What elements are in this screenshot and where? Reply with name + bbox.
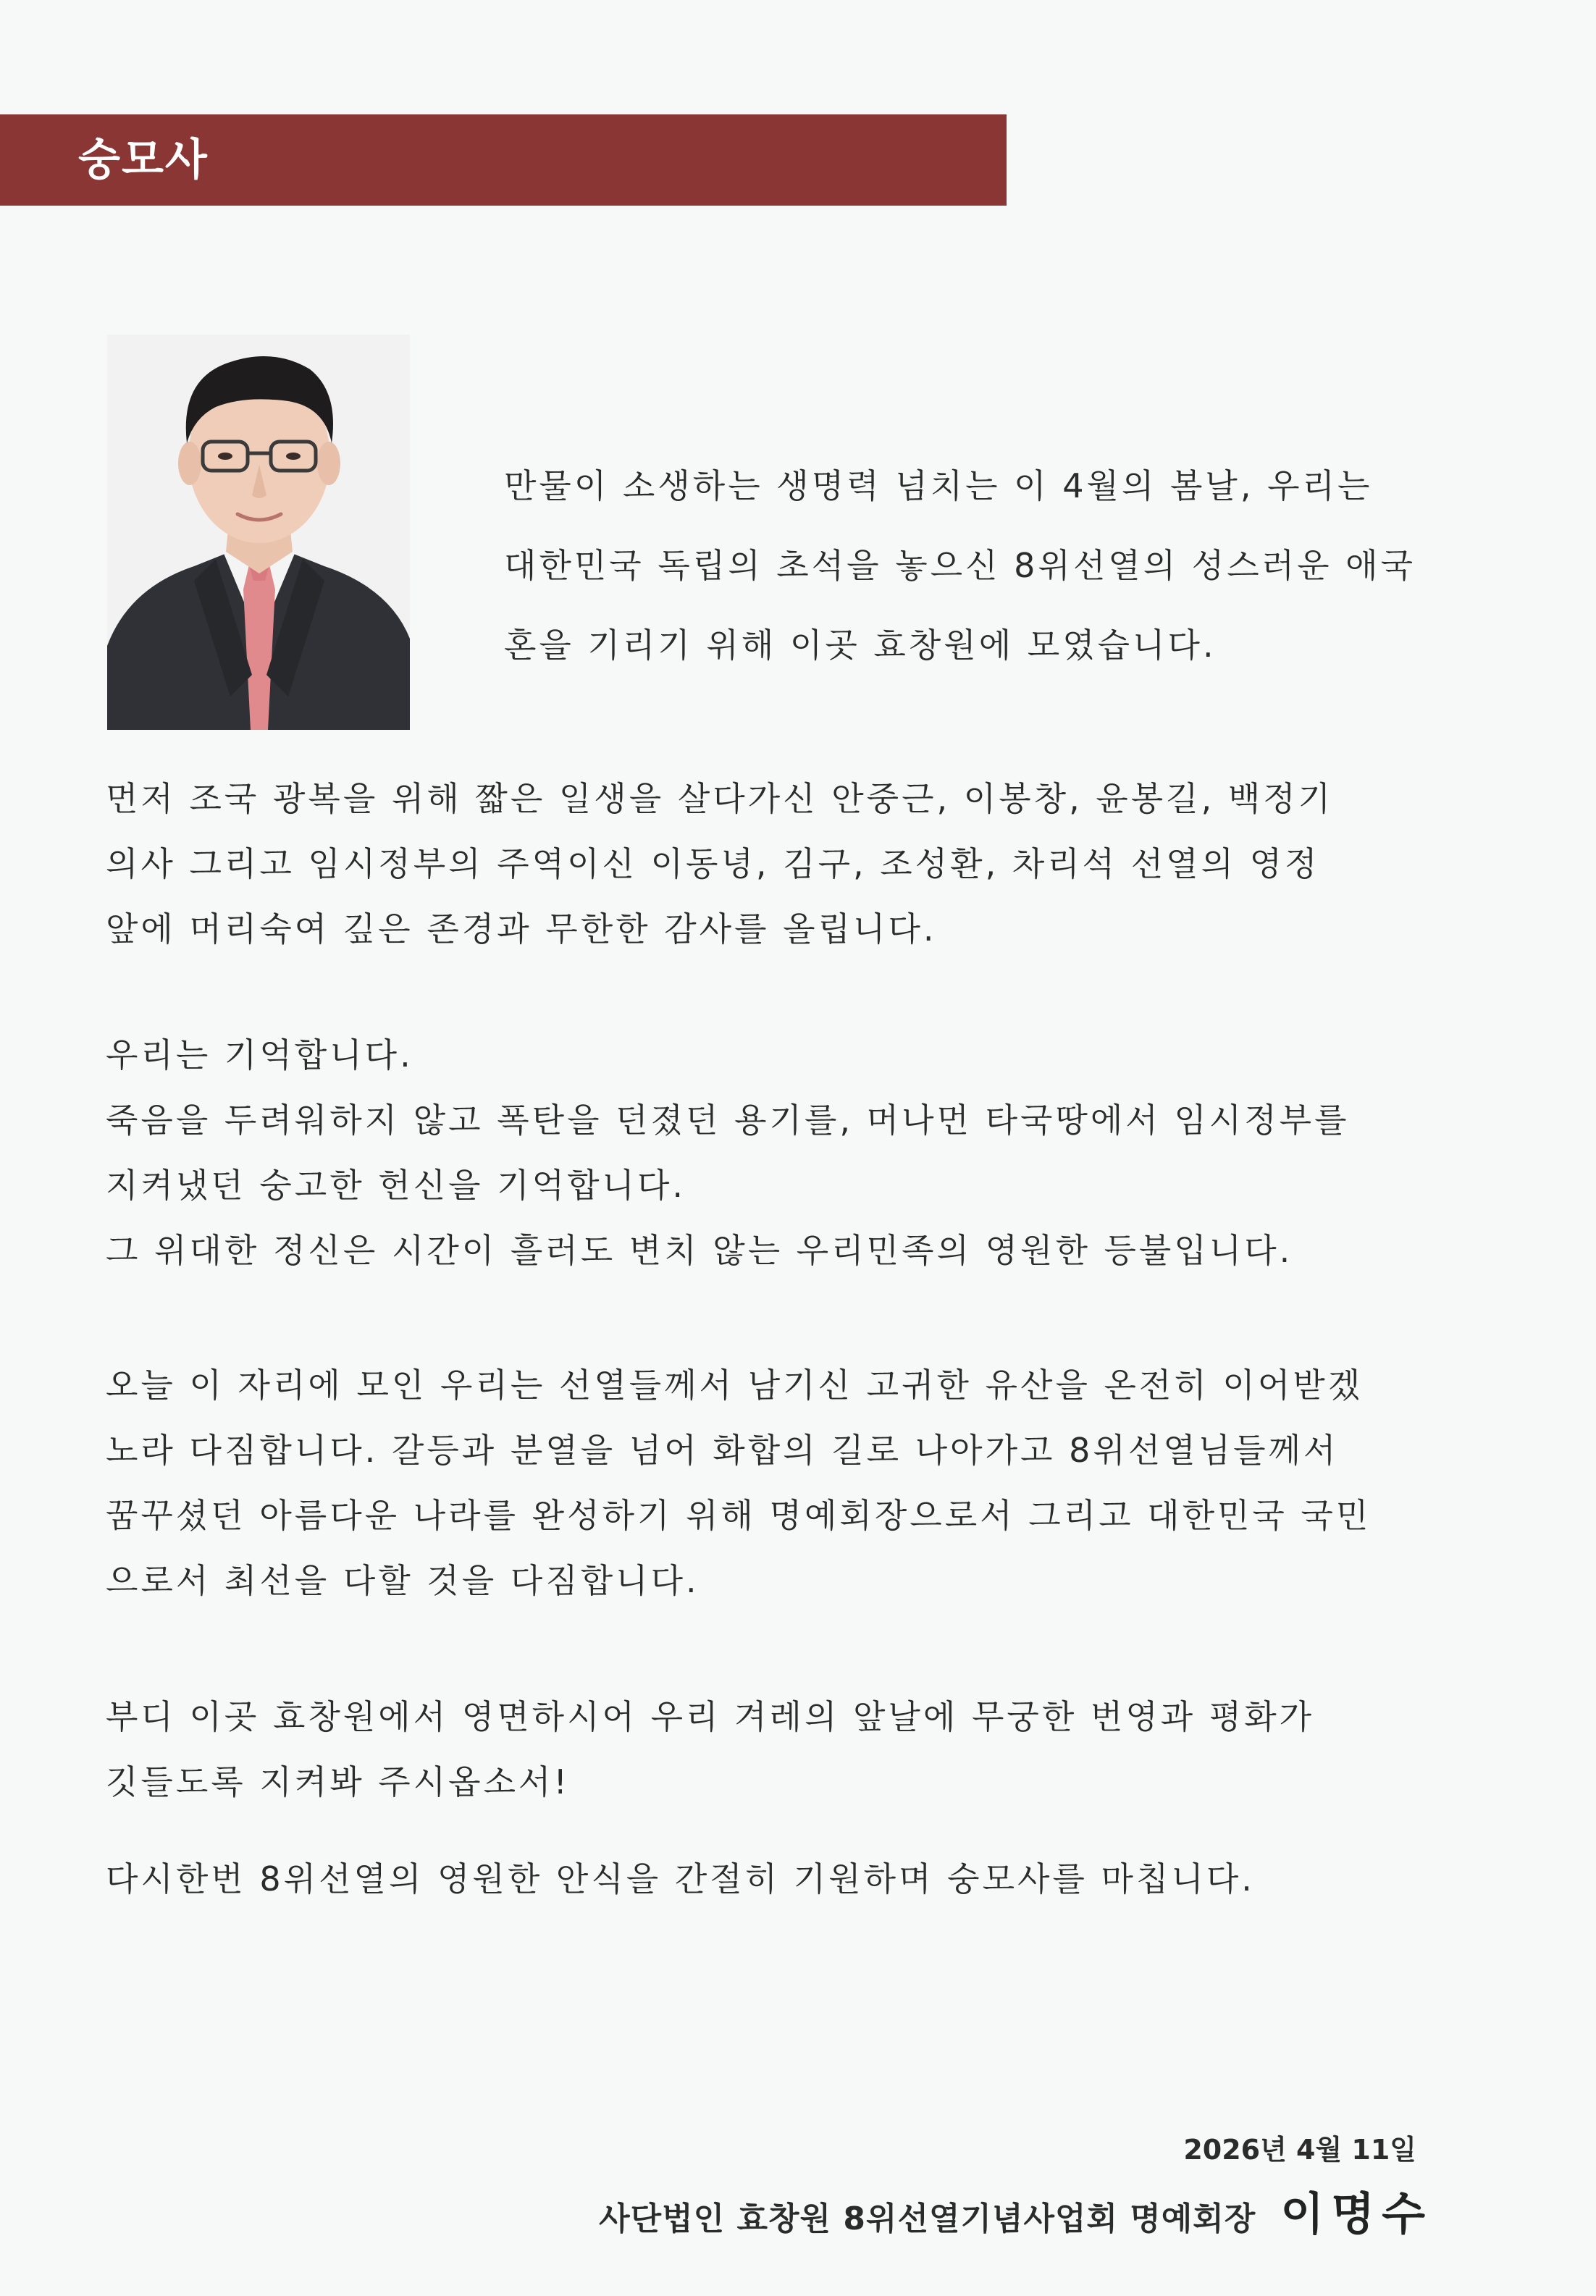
paragraph-line: 노라 다짐합니다. 갈등과 분열을 넘어 화합의 길로 나아가고 8위선열님들께서 <box>106 1431 1339 1470</box>
paragraph-line: 먼저 조국 광복을 위해 짧은 일생을 살다가신 안중근, 이봉창, 윤봉길, 백정기 <box>106 779 1334 818</box>
paragraph-line: 깃들도록 지켜봐 주시옵소서! <box>106 1762 570 1801</box>
paragraph-line: 으로서 최선을 다할 것을 다짐합니다. <box>106 1561 700 1600</box>
signature-block <box>599 2178 1432 2242</box>
page-title: 숭모사 <box>78 135 209 185</box>
intro-paragraph <box>504 446 1416 685</box>
speaker-portrait-photo <box>107 335 410 730</box>
organization-title: 사단법인 효창원 8위선열기념사업회 명예회장 <box>599 2200 1256 2237</box>
paragraph-line: 오늘 이 자리에 모인 우리는 선열들께서 남기신 고귀한 유산을 온전히 이어받겠 <box>106 1366 1364 1405</box>
header-bar <box>0 114 1007 206</box>
paragraph-line: 다시한번 8위선열의 영원한 안식을 간절히 기원하며 숭모사를 마칩니다. <box>106 1859 1255 1898</box>
paragraph-line: 우리는 기억합니다. <box>106 1035 413 1075</box>
paragraph-line: 의사 그리고 임시정부의 주역이신 이동녕, 김구, 조성환, 차리석 선열의 영정 <box>106 844 1320 883</box>
paragraph-line: 앞에 머리숙여 깊은 존경과 무한한 감사를 올립니다. <box>106 909 937 949</box>
intro-line: 만물이 소생하는 생명력 넘치는 이 4월의 봄날, 우리는 <box>504 466 1373 505</box>
intro-line: 혼을 기리기 위해 이곳 효창원에 모였습니다. <box>504 626 1217 665</box>
paragraph-tribute <box>106 766 1333 962</box>
paragraph-closing <box>106 1846 1255 1912</box>
paragraph-pledge <box>106 1353 1371 1613</box>
paragraph-line: 부디 이곳 효창원에서 영면하시어 우리 겨레의 앞날에 무궁한 번영과 평화가 <box>106 1697 1315 1736</box>
paragraph-line: 그 위대한 정신은 시간이 흘러도 변치 않는 우리민족의 영원한 등불입니다. <box>106 1231 1293 1270</box>
paragraph-remembrance <box>106 1022 1350 1283</box>
paragraph-prayer <box>106 1684 1314 1814</box>
paragraph-line: 죽음을 두려워하지 않고 폭탄을 던졌던 용기를, 머나먼 타국땅에서 임시정부를 <box>106 1101 1350 1140</box>
document-date: 2026년 4월 11일 <box>1183 2134 1416 2166</box>
paragraph-line: 꿈꾸셨던 아름다운 나라를 완성하기 위해 명예회장으로서 그리고 대한민국 국민 <box>106 1496 1372 1535</box>
intro-line: 대한민국 독립의 초석을 놓으신 8위선열의 성스러운 애국 <box>504 546 1416 585</box>
paragraph-line: 지켜냈던 숭고한 헌신을 기억합니다. <box>106 1166 686 1205</box>
signer-name: 이명수 <box>1280 2187 1432 2240</box>
